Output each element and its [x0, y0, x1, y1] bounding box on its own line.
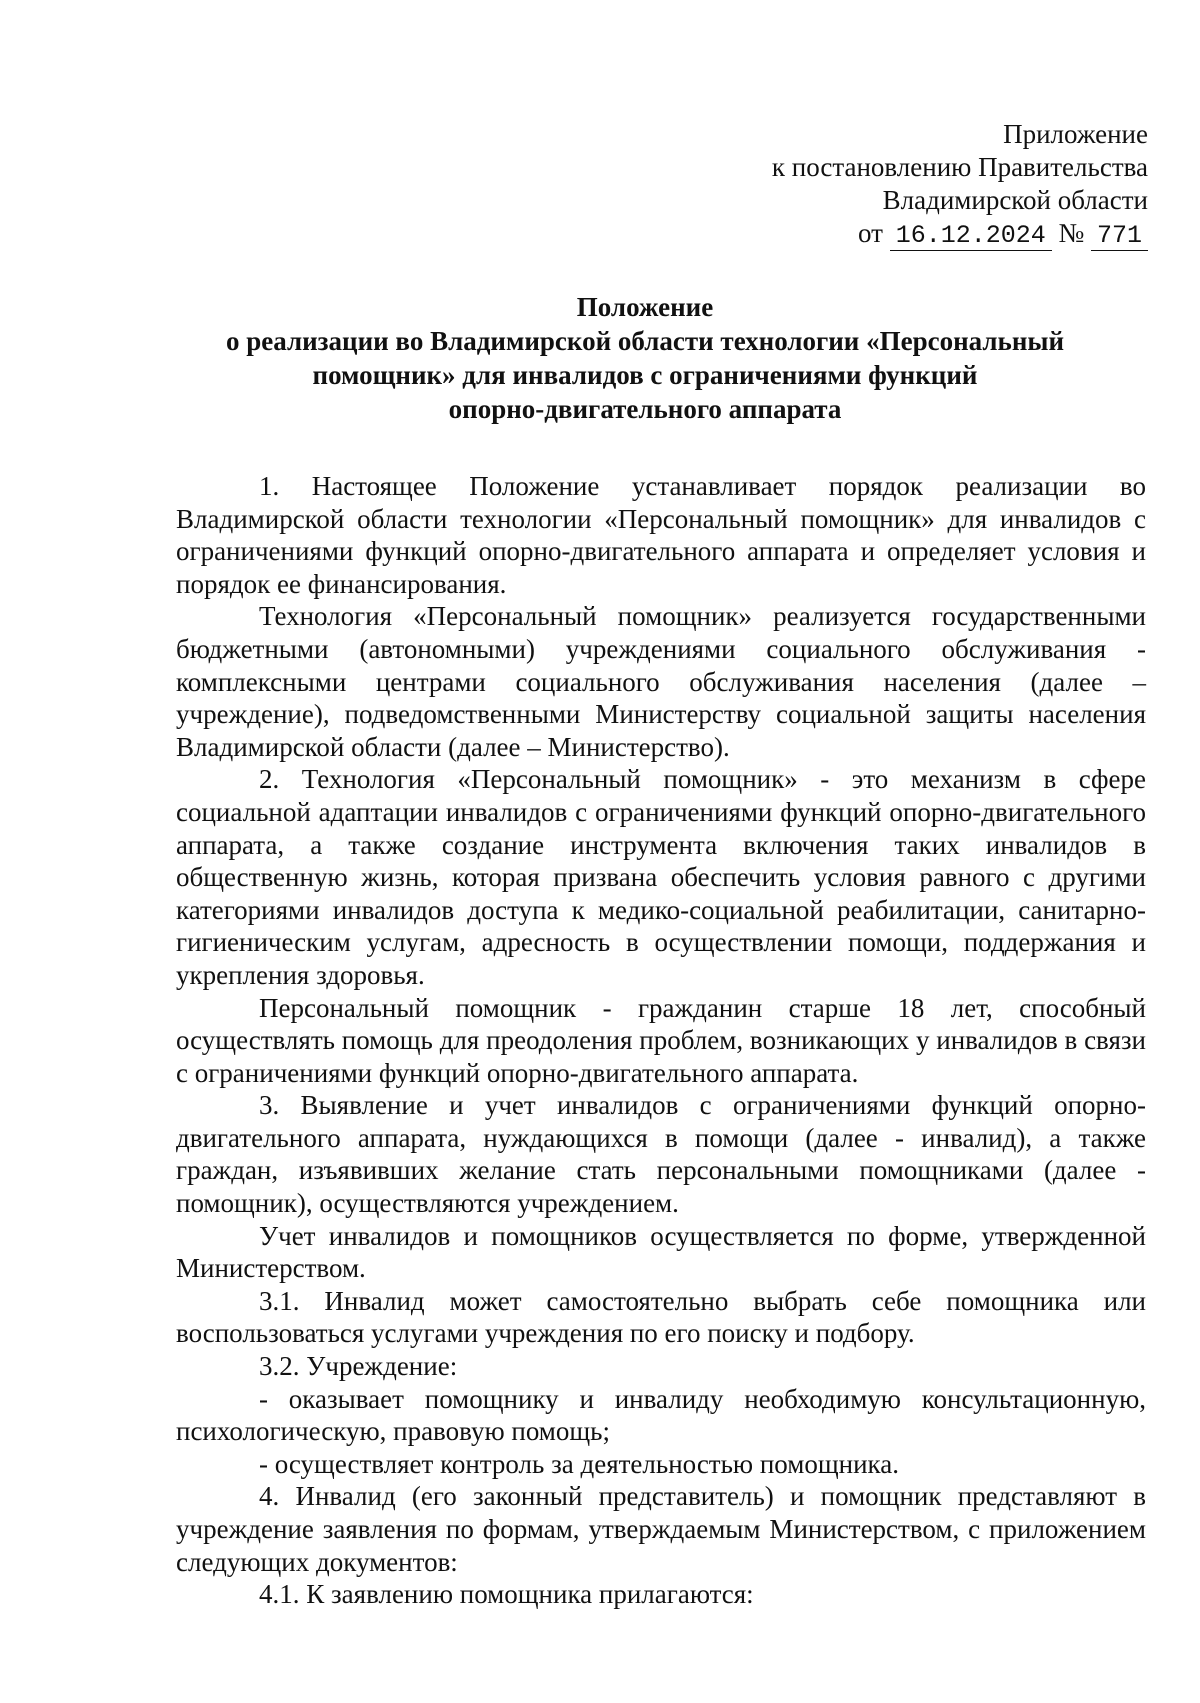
paragraph: 3.1. Инвалид может самостоятельно выбрать себе помощника или воспользоваться услугами учреждения по его поиску и подбору.	[176, 1285, 1146, 1349]
annex-reference: к постановлению Правительства	[771, 152, 1148, 182]
annex-header	[772, 118, 1148, 252]
paragraph: - осуществляет контроль за деятельностью помощника.	[259, 1448, 899, 1479]
title-line-2: о реализации во Владимирской области технологии «Персональный	[225, 326, 1065, 356]
paragraph: 3. Выявление и учет инвалидов с ограничениями функций опорно-двигательного аппарата, нуждающихся в помощи (далее - инвалид), а также граждан, изъявивших желание стать персональными помощниками (далее - помощник), осуществляются учреждением.	[176, 1090, 1146, 1219]
title-line-1: Положение	[576, 292, 714, 322]
title-line-4: опорно-двигательного аппарата	[448, 394, 842, 424]
paragraph: 1. Настоящее Положение устанавливает порядок реализации во Владимирской области технологии «Персональный помощник» для инвалидов с ограничениями функций опорно-двигательного аппарата и определяет условия и порядок ее финансирования.	[176, 471, 1146, 599]
number-prefix: №	[1058, 218, 1085, 248]
decree-number: 771	[1091, 221, 1148, 251]
title-line-3: помощник» для инвалидов с ограничениями функций	[312, 360, 978, 390]
paragraph: Технология «Персональный помощник» реализуется государственными бюджетными (автономными) учреждениями социального обслуживания - комплексными центрами социального обслуживания населения (далее – учреждение), подведомственными Министерству социальной защиты населения Владимирской области (далее – Министерство).	[176, 601, 1146, 762]
paragraph: 4. Инвалид (его законный представитель) и помощник представляют в учреждение заявления по формам, утверждаемым Министерством, с приложением следующих документов:	[176, 1481, 1146, 1577]
document-body	[176, 470, 1146, 1611]
paragraph: 3.2. Учреждение:	[259, 1351, 458, 1382]
decree-date: 16.12.2024	[890, 221, 1052, 251]
annex-region: Владимирской области	[882, 185, 1148, 215]
paragraph: 4.1. К заявлению помощника прилагаются:	[259, 1579, 754, 1610]
paragraph: 2. Технология «Персональный помощник» - это механизм в сфере социальной адаптации инвалидов с ограничениями функций опорно-двигательного аппарата, а также создание инструмента включения таких инвалидов в общественную жизнь, которая призвана обеспечить условия равного с другими категориями инвалидов доступа к медико-социальной реабилитации, санитарно-гигиеническим услугам, адресность в осуществлении помощи, поддержания и укрепления здоровья.	[176, 764, 1146, 990]
paragraph: Учет инвалидов и помощников осуществляется по форме, утвержденной Министерством.	[176, 1220, 1146, 1284]
paragraph: Персональный помощник - гражданин старше 18 лет, способный осуществлять помощь для преодоления проблем, возникающих у инвалидов в связи с ограничениями функций опорно-двигательного аппарата.	[176, 992, 1146, 1088]
paragraph: - оказывает помощнику и инвалиду необходимую консультационную, психологическую, правовую помощь;	[176, 1383, 1146, 1447]
date-prefix: от	[857, 218, 883, 248]
document-title	[160, 290, 1130, 426]
annex-title: Приложение	[1003, 119, 1148, 149]
annex-date-line	[772, 217, 1148, 252]
